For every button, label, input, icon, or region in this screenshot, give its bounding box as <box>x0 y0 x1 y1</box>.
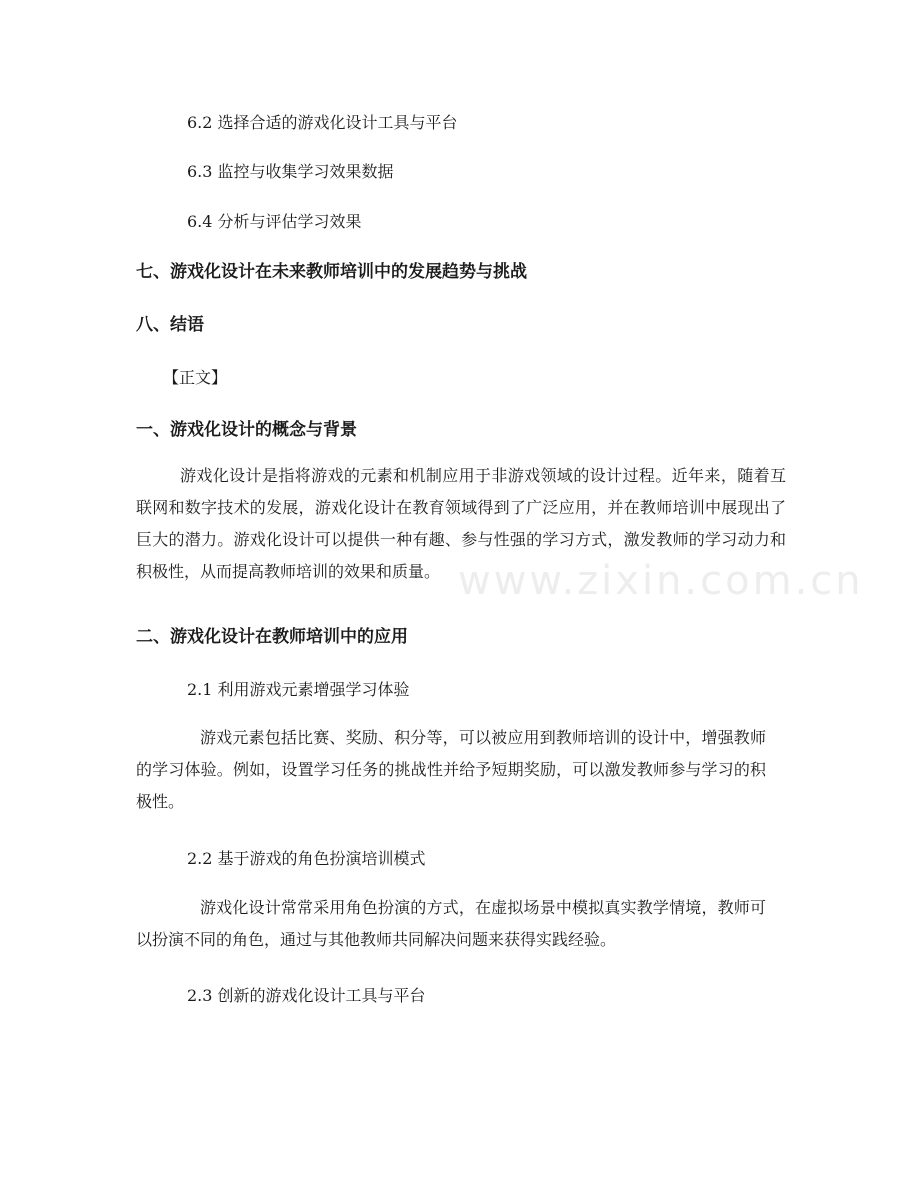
subsection-2-1-title: 2.1 利用游戏元素增强学习体验 <box>187 680 410 699</box>
outline-item-6-4: 6.4 分析与评估学习效果 <box>187 212 362 231</box>
outline-heading-8: 八、结语 <box>136 315 204 335</box>
section-1-paragraph <box>136 460 786 588</box>
subsection-2-1-paragraph-text: 游戏元素包括比赛、奖励、积分等，可以被应用到教师培训的设计中，增强教师的学习体验。例如，设置学习任务的挑战性并给予短期奖励，可以激发教师参与学习的积极性。 <box>136 728 766 811</box>
section-1-paragraph-text: 游戏化设计是指将游戏的元素和机制应用于非游戏领域的设计过程。近年来，随着互联网和数字技术的发展，游戏化设计在教育领域得到了广泛应用，并在教师培训中展现出了巨大的潜力。游戏化设计可以提供一种有趣、参与性强的学习方式，激发教师的学习动力和积极性，从而提高教师培训的效果和质量。 <box>136 466 786 581</box>
outline-item-6-2: 6.2 选择合适的游戏化设计工具与平台 <box>187 113 458 132</box>
watermark: www.zixin.com.cn <box>458 558 864 604</box>
outline-item-6-3: 6.3 监控与收集学习效果数据 <box>187 162 394 181</box>
section-1-heading: 一、游戏化设计的概念与背景 <box>136 420 357 440</box>
subsection-2-1-paragraph <box>136 722 766 818</box>
subsection-2-3-title: 2.3 创新的游戏化设计工具与平台 <box>187 986 426 1005</box>
subsection-2-2-title: 2.2 基于游戏的角色扮演培训模式 <box>187 849 426 868</box>
section-2-heading: 二、游戏化设计在教师培训中的应用 <box>136 627 408 647</box>
subsection-2-2-paragraph-text: 游戏化设计常常采用角色扮演的方式，在虚拟场景中模拟真实教学情境，教师可以扮演不同的角色，通过与其他教师共同解决问题来获得实践经验。 <box>136 898 766 949</box>
subsection-2-2-paragraph <box>136 892 766 956</box>
outline-heading-7: 七、游戏化设计在未来教师培训中的发展趋势与挑战 <box>136 262 527 282</box>
body-label: 【正文】 <box>163 368 228 387</box>
